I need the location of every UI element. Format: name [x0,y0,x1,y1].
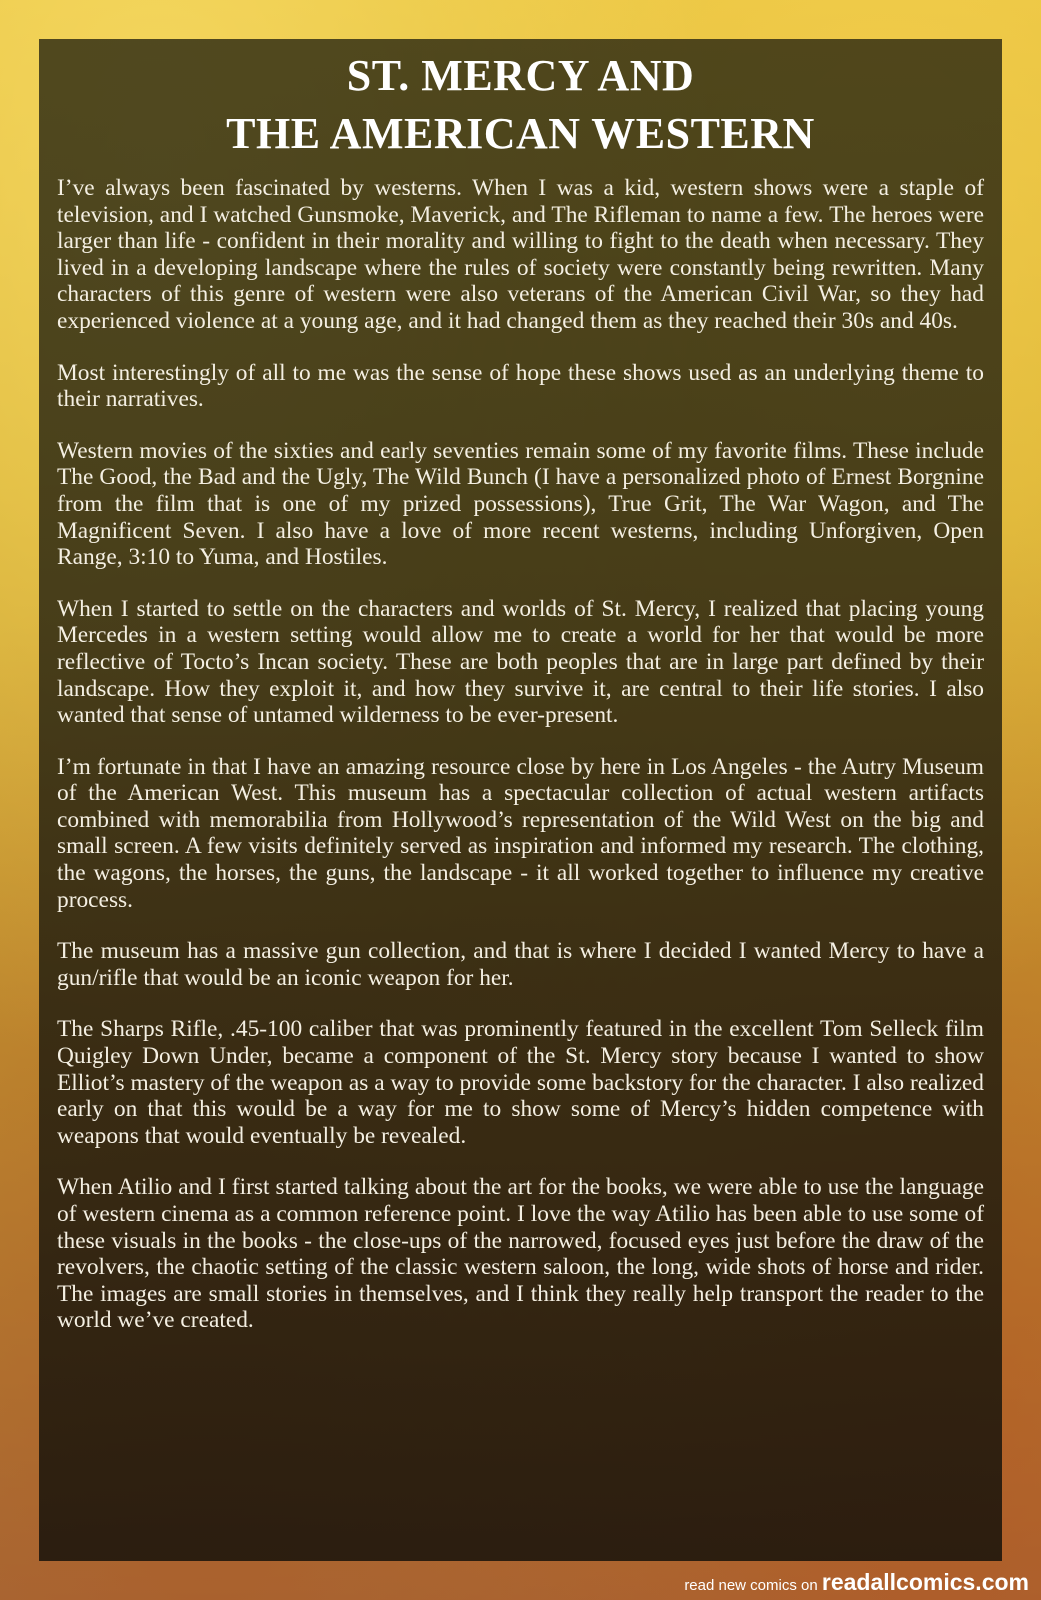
title-line-1: ST. MERCY AND [346,51,695,100]
paragraph: Most interestingly of all to me was the sense of hope these shows used as an underlying theme to their narratives. [57,359,984,413]
watermark-prefix: read new comics on [684,1577,822,1594]
page-title [57,47,984,163]
title-line-2: THE AMERICAN WESTERN [226,109,815,158]
article-body [57,175,984,1334]
watermark [684,1569,1029,1596]
article-panel [39,39,1002,1561]
paragraph: I’m fortunate in that I have an amazing resource close by here in Los Angeles - the Autry Museum of the American West. This museum has a spectacular collection of actual western artifacts combined with memorabilia from Hollywood’s representation of the Wild West on the big and small screen. A few visits definitely served as inspiration and informed my research. The clothing, the wagons, the horses, the guns, the landscape - it all worked together to influence my creative process. [57,753,984,913]
paragraph: When Atilio and I first started talking about the art for the books, we were able to use the language of western cinema as a common reference point. I love the way Atilio has been able to use some of these visuals in the books - the close-ups of the narrowed, focused eyes just before the draw of the revolvers, the chaotic setting of the classic western saloon, the long, wide shots of horse and rider. The images are small stories in themselves, and I think they really help transport the reader to the world we’ve created. [57,1174,984,1334]
watermark-site: readallcomics.com [821,1569,1029,1595]
paragraph: The museum has a massive gun collection, and that is where I decided I wanted Mercy to have a gun/rifle that would be an iconic weapon for her. [57,938,984,991]
paragraph: Western movies of the sixties and early seventies remain some of my favorite films. These include The Good, the Bad and the Ugly, The Wild Bunch (I have a personalized photo of Ernest Borgnine from the film that is one of my prized possessions), True Grit, The War Wagon, and The Magnificent Seven. I also have a love of more recent westerns, including Unforgiven, Open Range, 3:10 to Yuma, and Hostiles. [57,437,984,571]
paragraph: When I started to settle on the characters and worlds of St. Mercy, I realized that placing young Mercedes in a western setting would allow me to create a world for her that would be more reflective of Tocto’s Incan society. These are both peoples that are in large part defined by their landscape. How they exploit it, and how they survive it, are central to their life stories. I also wanted that sense of untamed wilderness to be ever-present. [57,595,984,729]
paragraph: The Sharps Rifle, .45-100 caliber that was prominently featured in the excellent Tom Selleck film Quigley Down Under, became a component of the St. Mercy story because I wanted to show Elliot’s mastery of the weapon as a way to provide some backstory for the character. I also realized early on that this would be a way for me to show some of Mercy’s hidden competence with weapons that would eventually be revealed. [57,1016,984,1149]
paragraph: I’ve always been fascinated by westerns. When I was a kid, western shows were a staple of television, and I watched Gunsmoke, Maverick, and The Rifleman to name a few. The heroes were larger than life - confident in their morality and willing to fight to the death when necessary. They lived in a developing landscape where the rules of society were constantly being rewritten. Many characters of this genre of western were also veterans of the American Civil War, so they had experienced violence at a young age, and it had changed them as they reached their 30s and 40s. [57,175,984,334]
